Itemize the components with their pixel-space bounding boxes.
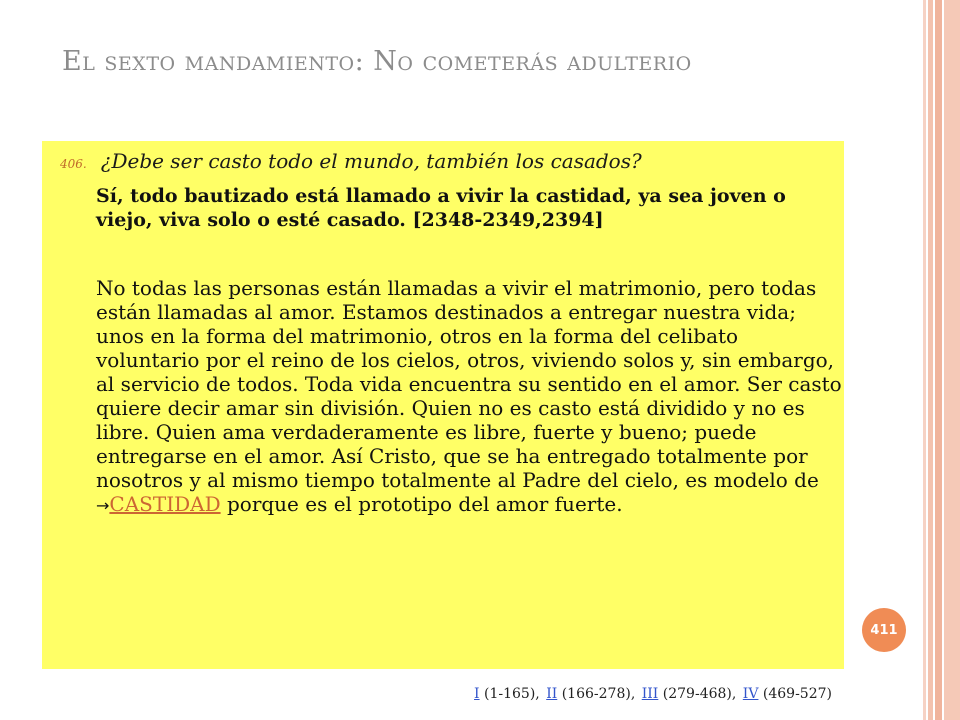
footer-link-part-2[interactable]: II <box>546 686 558 702</box>
decorative-side-stripes <box>916 0 960 720</box>
explanation-text <box>96 276 842 518</box>
stripe <box>923 0 926 720</box>
footer-range-3: (279-468), <box>662 686 737 702</box>
arrow-icon: → <box>96 496 110 515</box>
explanation-end: porque es el prototipo del amor fuerte. <box>226 492 623 516</box>
slide-title: El sexto mandamiento: No cometerás adulterio <box>62 46 692 77</box>
footer-range-1: (1-165), <box>484 686 540 702</box>
stripe <box>944 0 960 720</box>
stripe <box>928 0 933 720</box>
question-row <box>60 149 840 173</box>
footer-link-part-1[interactable]: I <box>474 686 480 702</box>
question-text: ¿Debe ser casto todo el mundo, también los casados? <box>100 149 642 173</box>
page-number-badge: 411 <box>862 608 906 652</box>
footer-link-part-4[interactable]: IV <box>742 686 759 702</box>
footer-link-part-3[interactable]: III <box>641 686 659 702</box>
footer-range-2: (166-278), <box>561 686 636 702</box>
castidad-link[interactable]: CASTIDAD <box>109 492 221 516</box>
answer-text: Sí, todo bautizado está llamado a vivir la castidad, ya sea joven o viejo, viva solo o esté casado. [2348-2349,2394] <box>96 185 786 231</box>
stripe <box>935 0 942 720</box>
footer-range-4: (469-527) <box>762 686 832 702</box>
footer-nav <box>474 686 834 702</box>
explanation-body: No todas las personas están llamadas a vivir el matrimonio, pero todas están llamadas al amor. Estamos destinados a entregar nuestra vida; unos en la forma del matrimonio, otros en la forma del celibato voluntario por el reino de los cielos, otros, viviendo solos y, sin embargo, al servicio de todos. Toda vida encuentra su sentido en el amor. Ser casto quiere decir amar sin división. Quien no es casto está dividido y no es libre. Quien ama verdaderamente es libre, fuerte y bueno; puede entregarse en el amor. Así Cristo, que se ha entregado totalmente por nosotros y al mismo tiempo totalmente al Padre del cielo, es modelo de <box>96 276 842 492</box>
content-panel <box>42 141 844 669</box>
question-number: 406. <box>60 157 87 171</box>
